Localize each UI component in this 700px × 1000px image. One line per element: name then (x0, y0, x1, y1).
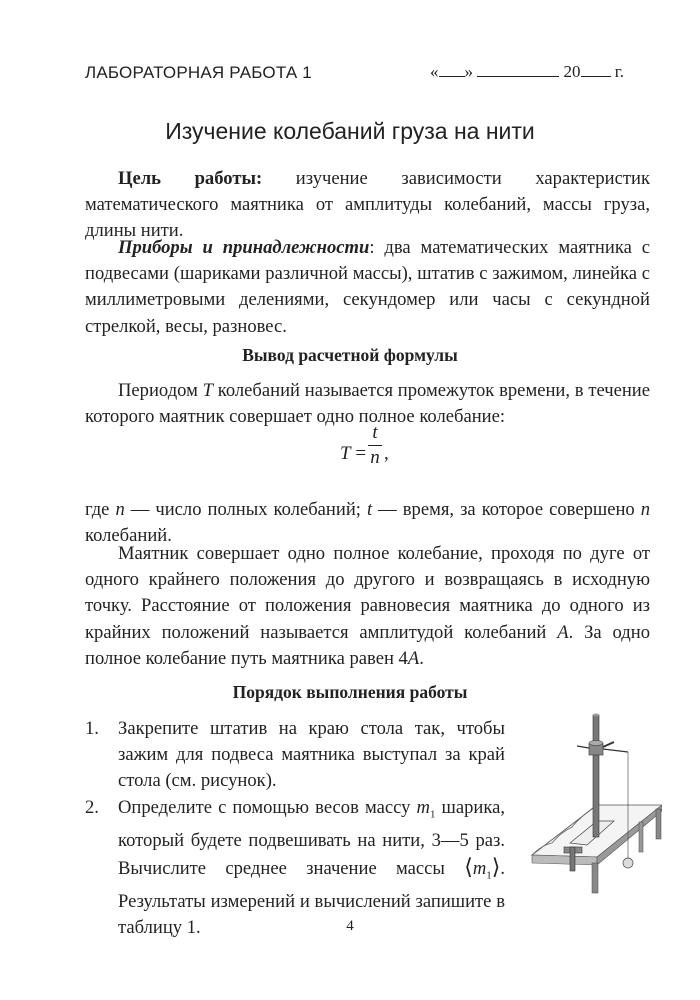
day-blank (439, 62, 465, 77)
section-heading-procedure: Порядок выполнения работы (232, 682, 468, 702)
month-blank (477, 62, 559, 77)
coupling-top (589, 741, 603, 746)
equipment-text: : два математических маятника с подвесами (шариками различной массы), штатив с зажимом, линейка с миллиметровыми делениями, секундомер или часы с секундной стрелкой, весы, разновес. (85, 237, 650, 337)
procedure-steps (85, 716, 505, 941)
period-formula: T = t n , (340, 422, 389, 468)
fraction (368, 422, 382, 469)
stand-rod (593, 715, 599, 837)
goal-text: изучение зависимости характеристик математического маятника от амплитуды колебаний, массы груза, длины нити. (85, 168, 650, 242)
year-blank (581, 62, 611, 77)
fraction-denominator: n (370, 447, 380, 468)
suspension-arm (603, 749, 628, 752)
variables-explanation: где n — число полных колебаний; t — время, за которое совершено n колебаний. (85, 499, 651, 547)
list-item: 2. Определите с помощью весов массу $m_1$ шарика, который будете подвешивать на нити, 3—5 раз. Вычислите среднее значение массы $⟨m_1⟩$. Результаты измерений и вычислений запишите в таблицу 1. (85, 796, 505, 938)
rod-top (593, 714, 599, 717)
page-title: Изучение колебаний груза на нити (165, 118, 535, 144)
date-open-quote: « (430, 62, 439, 81)
year-prefix: 20 (563, 62, 581, 81)
running-header: ЛАБОРАТОРНАЯ РАБОТА 1 (85, 63, 312, 82)
equipment-label: Приборы и принадлежности (118, 237, 370, 258)
table-front-edge (532, 855, 597, 865)
table-leg (656, 809, 661, 839)
table-leg (592, 863, 598, 893)
coupling-screw (603, 742, 614, 747)
equipment-paragraph (85, 235, 650, 340)
date-line (430, 62, 624, 82)
clamp-screw (570, 847, 575, 871)
coupling-screw (577, 746, 589, 748)
amplitude-paragraph: Маятник совершает одно полное колебание, проходя по дуге от одного крайнего положения до другого и возвращаясь в исходную точку. Расстояние от положения равновесия маятника до одного из крайних положений называется амплитудой колебаний A. За одно полное колебание путь маятника равен 4A. (85, 543, 650, 669)
section-heading-formula: Вывод расчетной формулы (242, 345, 458, 365)
fraction-numerator: t (372, 422, 378, 443)
list-item: 1. Закрепите штатив на краю стола так, чтобы зажим для подвеса маятника выступал за край стола (см. рисунок). (85, 718, 505, 792)
pendulum-bob (623, 858, 633, 868)
page-number: 4 (346, 918, 354, 934)
period-definition-paragraph: Периодом T колебаний называется промежуток времени, в течение которого маятник совершает одно полное колебание: (85, 380, 651, 428)
fraction-bar (368, 445, 382, 446)
var-T: T (202, 380, 213, 401)
date-close-quote: » (464, 62, 473, 81)
pendulum-stand-figure (522, 705, 662, 905)
year-suffix: г. (614, 62, 625, 81)
table-leg (639, 822, 643, 852)
formula-lhs: T (340, 443, 351, 464)
goal-label: Цель работы: (118, 168, 263, 189)
goal-paragraph (85, 166, 650, 245)
